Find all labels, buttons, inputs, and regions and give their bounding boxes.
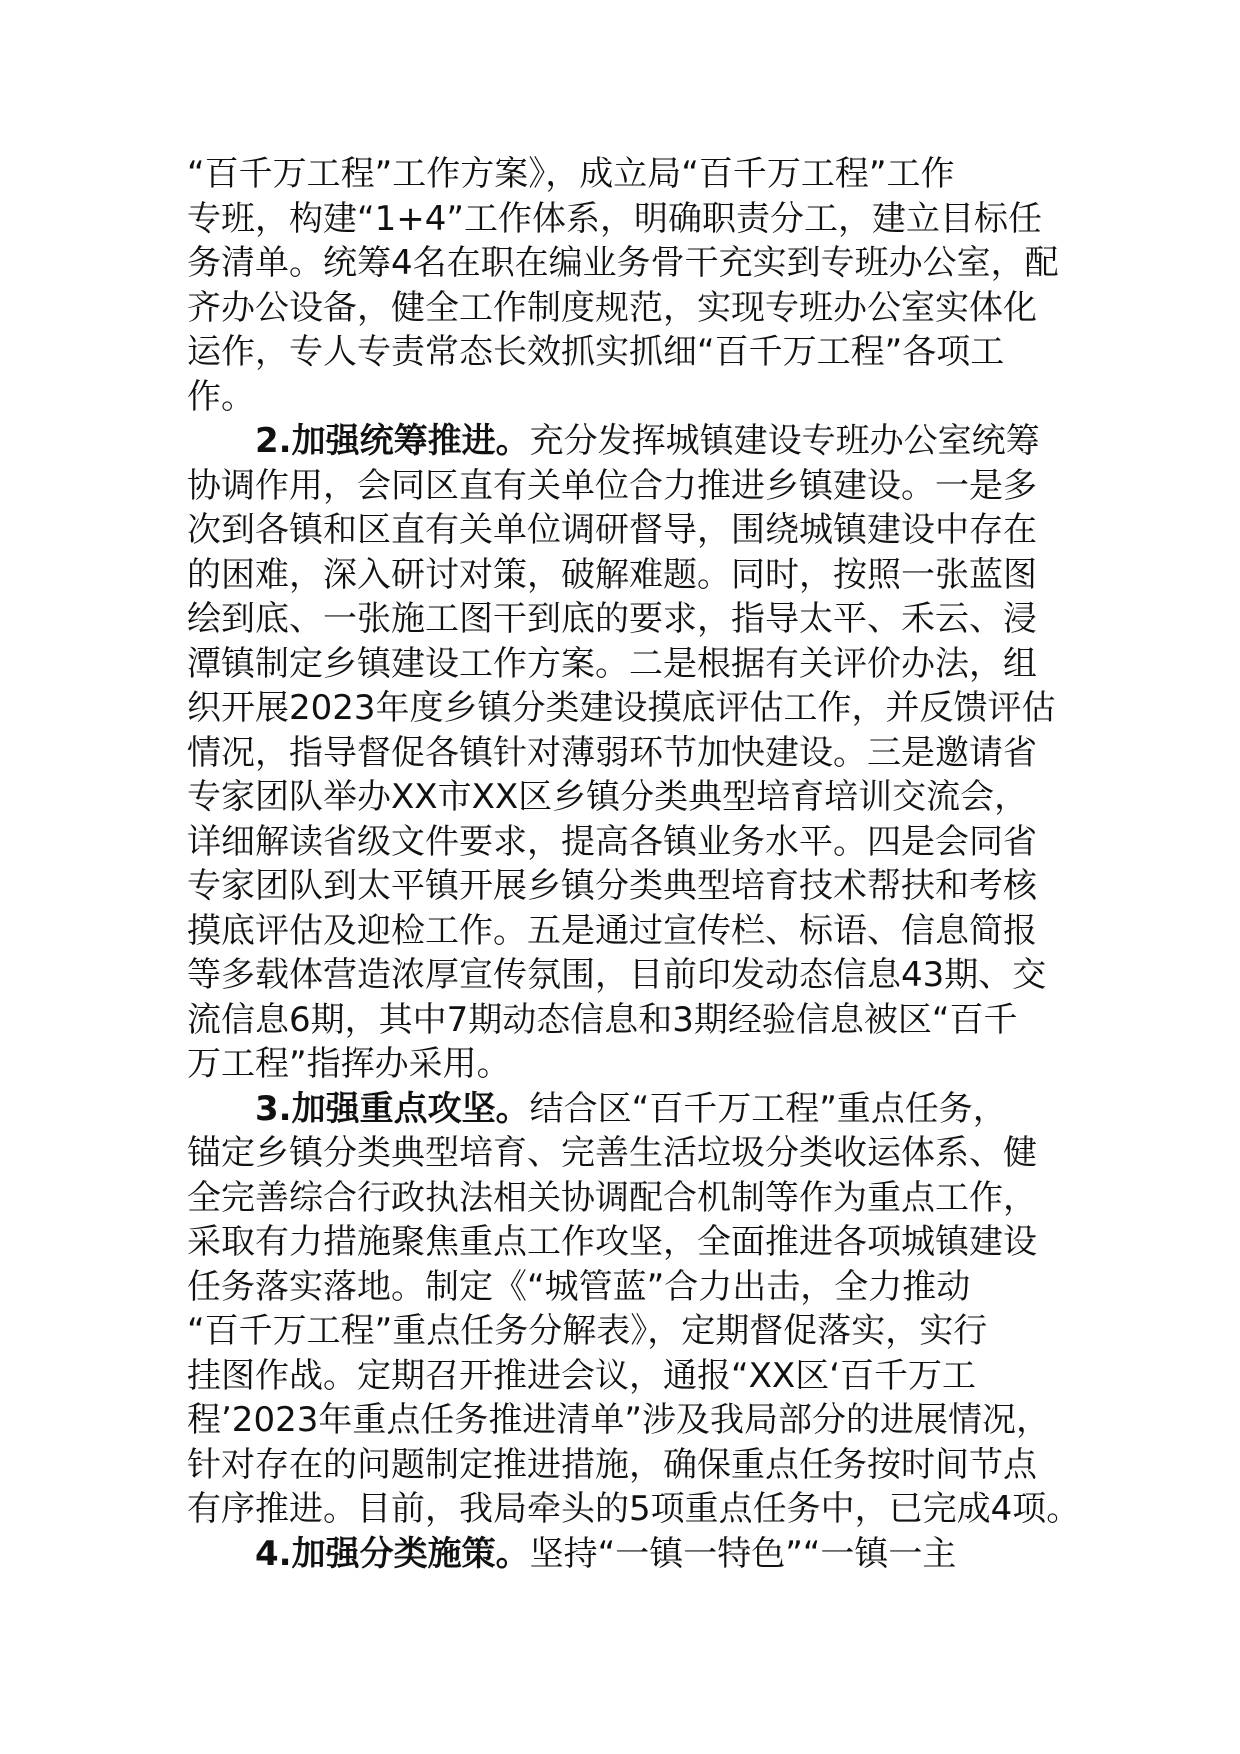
text-line: 专家团队举办XX市XX区乡镇分类典型培育培训交流会， bbox=[187, 777, 1029, 817]
text-line: 的困难，深入研讨对策，破解难题。同时，按照一张蓝图 bbox=[187, 554, 1037, 595]
text-line: “百千万工程”重点任务分解表》，定期督促落实，实行 bbox=[187, 1311, 988, 1351]
text-line: 齐办公设备，健全工作制度规范，实现专班办公室实体化 bbox=[187, 287, 1037, 328]
text-line: 潭镇制定乡镇建设工作方案。二是根据有关评价办法，组 bbox=[187, 643, 1037, 684]
text-line: 任务落实落地。制定《“城管蓝”合力出击，全力推动 bbox=[187, 1266, 971, 1307]
text-line: 采取有力措施聚焦重点工作攻坚，全面推进各项城镇建设 bbox=[187, 1222, 1037, 1262]
section-heading-3: 3.加强重点攻坚。 bbox=[255, 1088, 530, 1129]
text-line: 程’2023年重点任务推进清单”涉及我局部分的进展情况， bbox=[187, 1400, 1050, 1440]
text-line: 有序推进。目前，我局牵头的5项重点任务中，已完成4项。 bbox=[187, 1489, 1081, 1529]
text-line: 摸底评估及迎检工作。五是通过宣传栏、标语、信息简报 bbox=[187, 910, 1037, 951]
paragraph-4-first-line bbox=[187, 1532, 1087, 1577]
text-line: 绘到底、一张施工图干到底的要求，指导太平、禾云、浸 bbox=[187, 599, 1037, 639]
text-line: 情况，指导督促各镇针对薄弱环节加快建设。三是邀请省 bbox=[187, 732, 1037, 773]
section-heading-4: 4.加强分类施策。 bbox=[255, 1533, 530, 1574]
text-line: 次到各镇和区直有关单位调研督导，围绕城镇建设中存在 bbox=[187, 510, 1037, 550]
document-body bbox=[187, 152, 1087, 1576]
text-line: 织开展2023年度乡镇分类建设摸底评估工作，并反馈评估 bbox=[187, 688, 1056, 728]
text-line: 坚持“一镇一特色”“一镇一主 bbox=[529, 1533, 957, 1574]
text-line: 作。 bbox=[187, 376, 255, 417]
text-line: 流信息6期，其中7期动态信息和3期经验信息被区“百千 bbox=[187, 999, 1018, 1040]
text-line: “百千万工程”工作方案》，成立局“百千万工程”工作 bbox=[187, 154, 955, 194]
text-line: 锚定乡镇分类典型培育、完善生活垃圾分类收运体系、健 bbox=[187, 1133, 1037, 1173]
section-heading-2: 2.加强统筹推进。 bbox=[255, 421, 530, 461]
text-line: 挂图作战。定期召开推进会议，通报“XX区‘百千万工 bbox=[187, 1355, 977, 1396]
paragraph-3-first-line bbox=[187, 1087, 1087, 1132]
text-line: 全完善综合行政执法相关协调配合机制等作为重点工作， bbox=[187, 1177, 1037, 1218]
text-line: 协调作用，会同区直有关单位合力推进乡镇建设。一是多 bbox=[187, 465, 1037, 506]
text-line: 运作，专人专责常态长效抓实抓细“百千万工程”各项工 bbox=[187, 332, 1005, 372]
text-line: 详细解读省级文件要求，提高各镇业务水平。四是会同省 bbox=[187, 821, 1037, 862]
text-line: 等多载体营造浓厚宣传氛围，目前印发动态信息43期、交 bbox=[187, 955, 1047, 995]
text-line: 专班，构建“1+4”工作体系，明确职责分工，建立目标任 bbox=[187, 198, 1042, 239]
text-line: 结合区“百千万工程”重点任务， bbox=[529, 1088, 1007, 1129]
text-line: 充分发挥城镇建设专班办公室统筹 bbox=[529, 421, 1040, 461]
text-line: 务清单。统筹4名在职在编业务骨干充实到专班办公室，配 bbox=[187, 243, 1059, 283]
text-line: 专家团队到太平镇开展乡镇分类典型培育技术帮扶和考核 bbox=[187, 866, 1037, 906]
text-line: 万工程”指挥办采用。 bbox=[187, 1044, 511, 1084]
text-line: 针对存在的问题制定推进措施，确保重点任务按时间节点 bbox=[187, 1444, 1037, 1485]
paragraph-2-first-line bbox=[187, 419, 1087, 464]
